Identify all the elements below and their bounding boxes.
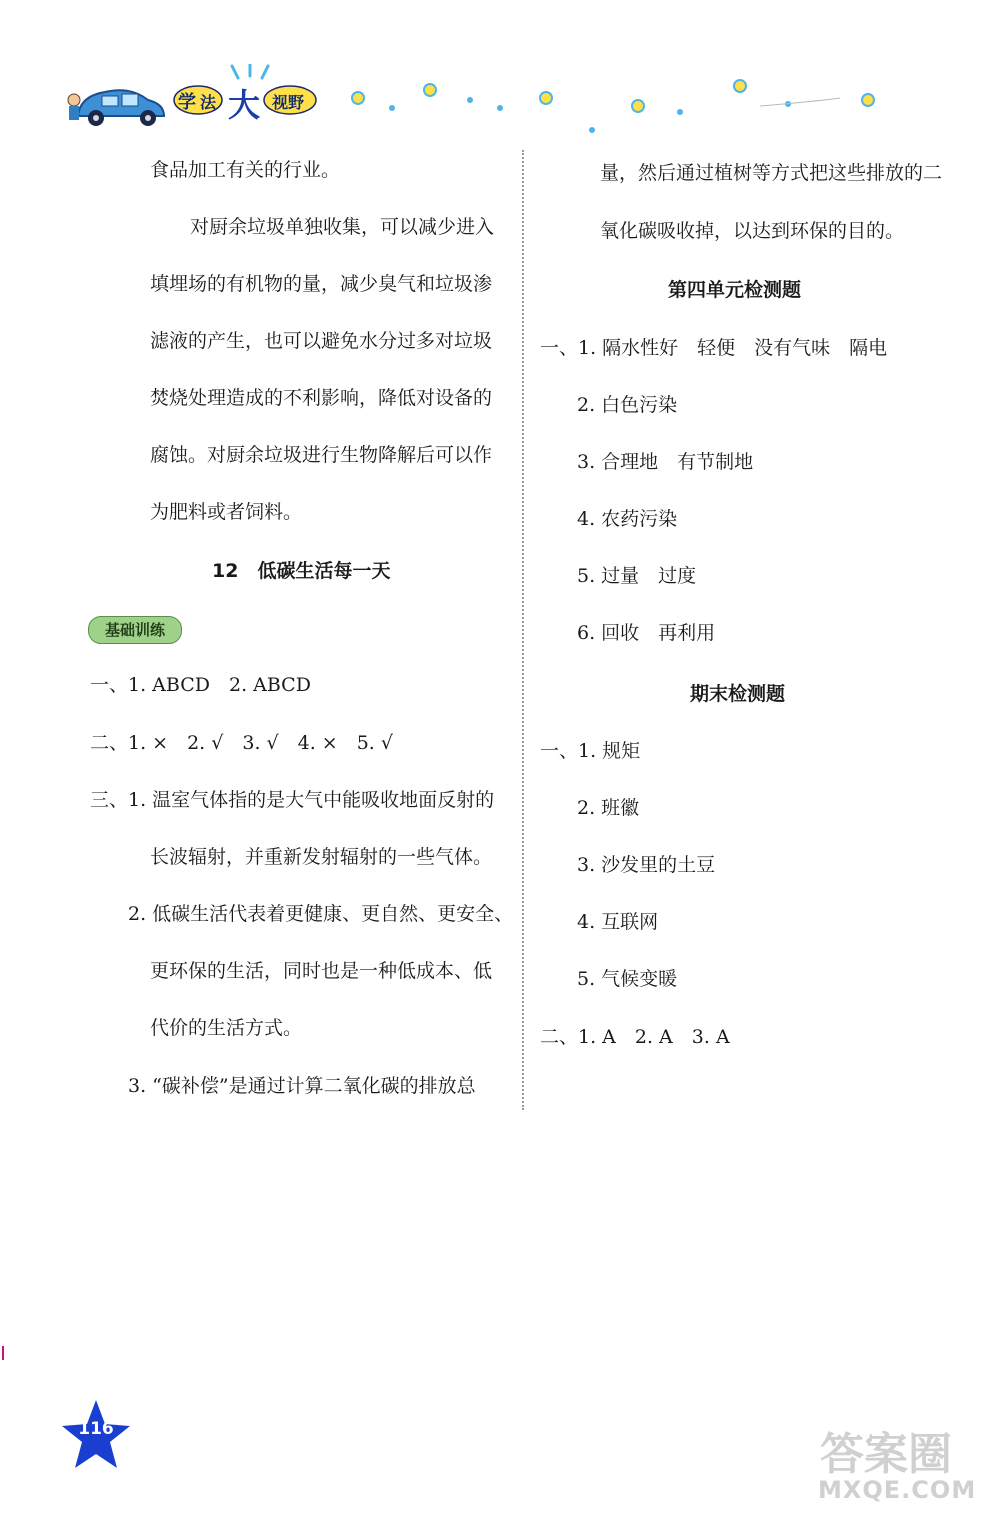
answer-line: 2. 班徽 xyxy=(577,797,640,819)
answer-line: 二、1. × 2. √ 3. √ 4. × 5. √ xyxy=(90,732,393,754)
answer-line: 6. 回收 再利用 xyxy=(577,622,716,644)
answer-line: 2. 白色污染 xyxy=(577,394,678,416)
section-tag: 基础训练 xyxy=(88,616,182,644)
unit-title: 第四单元检测题 xyxy=(668,279,802,301)
answer-line: 4. 农药污染 xyxy=(577,508,678,530)
paragraph-line: 对厨余垃圾单独收集，可以减少进入 xyxy=(190,216,495,238)
page-number: 116 xyxy=(78,1419,114,1439)
watermark-logo: 答案圈 xyxy=(820,1429,952,1480)
paragraph-line: 为肥料或者饲料。 xyxy=(150,501,303,523)
answer-line: 3. 合理地 有节制地 xyxy=(577,451,754,473)
car-icon xyxy=(60,78,170,130)
edge-mark xyxy=(2,1346,4,1360)
answer-line: 2. 低碳生活代表着更健康、更自然、更安全、 xyxy=(128,903,514,925)
answer-line: 代价的生活方式。 xyxy=(150,1017,303,1039)
answer-line: 一、1. 规矩 xyxy=(540,740,641,762)
answer-line: 5. 气候变暖 xyxy=(577,968,678,990)
brand-char-1: 学 xyxy=(178,92,196,113)
paragraph-line: 氧化碳吸收掉，以达到环保的目的。 xyxy=(600,220,905,242)
answer-line: 5. 过量 过度 xyxy=(577,565,697,587)
flower-decoration-icon xyxy=(320,70,890,140)
lesson-title: 12 低碳生活每一天 xyxy=(212,560,391,582)
brand-char-4: 视野 xyxy=(272,93,305,112)
answer-line: 3. “碳补偿”是通过计算二氧化碳的排放总 xyxy=(128,1075,476,1097)
paragraph-line: 焚烧处理造成的不利影响，降低对设备的 xyxy=(150,387,493,409)
watermark-url: MXQE.COM xyxy=(818,1476,977,1504)
paragraph-line: 腐蚀。对厨余垃圾进行生物降解后可以作 xyxy=(150,444,493,466)
answer-line: 3. 沙发里的土豆 xyxy=(577,854,716,876)
brand-char-3: 大 xyxy=(228,86,261,124)
final-title: 期末检测题 xyxy=(690,683,786,705)
column-divider xyxy=(522,150,524,1110)
paragraph-line: 食品加工有关的行业。 xyxy=(150,159,341,181)
answer-line: 三、1. 温室气体指的是大气中能吸收地面反射的 xyxy=(90,789,495,811)
brand-char-2: 法 xyxy=(200,93,217,112)
answer-line: 一、1. 隔水性好 轻便 没有气味 隔电 xyxy=(540,337,888,359)
paragraph-line: 填埋场的有机物的量，减少臭气和垃圾渗 xyxy=(150,273,493,295)
answer-line: 长波辐射，并重新发射辐射的一些气体。 xyxy=(150,846,493,868)
answer-line: 二、1. A 2. A 3. A xyxy=(540,1026,730,1048)
answer-line: 更环保的生活，同时也是一种低成本、低 xyxy=(150,960,493,982)
answer-line: 一、1. ABCD 2. ABCD xyxy=(90,674,311,696)
answer-line: 4. 互联网 xyxy=(577,911,659,933)
paragraph-line: 量，然后通过植树等方式把这些排放的二 xyxy=(600,162,943,184)
paragraph-line: 滤液的产生，也可以避免水分过多对垃圾 xyxy=(150,330,493,352)
